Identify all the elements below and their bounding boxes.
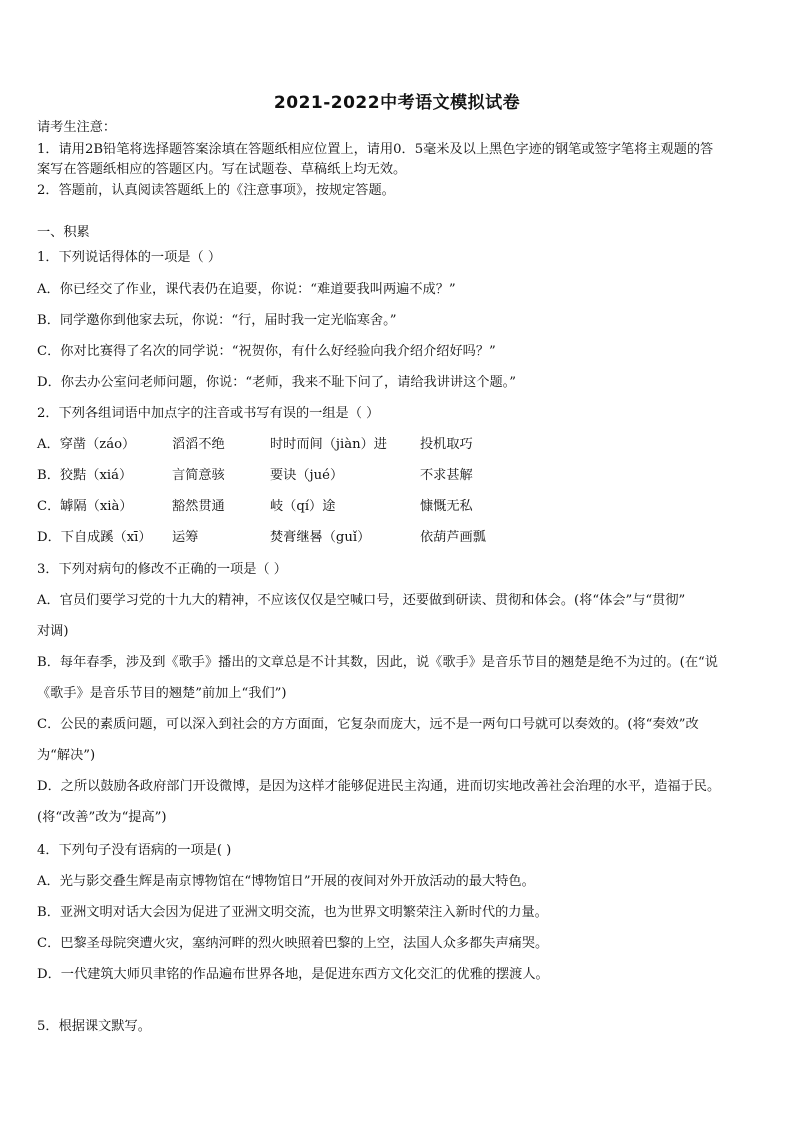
option-cell: D．下自成蹊（xī） — [37, 530, 152, 545]
option-cell: A．穿凿（záo） — [37, 437, 136, 452]
question-3-option-b-line-1: B．每年春季，涉及到《歌手》播出的文章总是不计其数，因此，说《歌手》是音乐节目的翘楚是绝不为过的。(在“说 — [37, 655, 718, 670]
question-5-stem: 5．根据课文默写。 — [37, 1019, 151, 1034]
question-4-option-c: C．巴黎圣母院突遭火灾，塞纳河畔的烈火映照着巴黎的上空，法国人众多都失声痛哭。 — [37, 936, 549, 951]
section-heading-accumulation: 一、积累 — [37, 225, 90, 240]
question-2-option-b — [37, 466, 757, 486]
question-3-option-d-line-1: D．之所以鼓励各政府部门开设微博，是因为这样才能够促进民主沟通，进而切实地改善社会治理的水平，造福于民。 — [37, 779, 721, 794]
option-cell: 时时而间（jiàn）进 — [270, 437, 387, 452]
option-cell: 慷慨无私 — [420, 499, 473, 514]
question-4-option-b: B．亚洲文明对话大会因为促进了亚洲文明交流，也为世界文明繁荣注入新时代的力量。 — [37, 905, 548, 920]
notice-item-1-line-2: 案写在答题纸相应的答题区内。写在试题卷、草稿纸上均无效。 — [37, 162, 407, 177]
question-3-option-d-line-2: (将“改善”改为“提高”) — [37, 810, 167, 825]
question-4-option-a: A．光与影交叠生辉是南京博物馆在“博物馆日”开展的夜间对外开放活动的最大特色。 — [37, 874, 535, 889]
question-3-stem: 3．下列对病句的修改不正确的一项是（ ） — [37, 562, 287, 577]
option-cell: B．狡黠（xiá） — [37, 468, 133, 483]
option-cell: 不求甚解 — [420, 468, 473, 483]
question-3-option-c-line-1: C．公民的素质问题，可以深入到社会的方方面面，它复杂而庞大，远不是一两句口号就可以奏效的。(将“奏效”改 — [37, 717, 699, 732]
question-2-option-d — [37, 528, 757, 548]
question-3-option-c-line-2: 为“解决”) — [37, 748, 96, 763]
option-cell: 运筹 — [172, 530, 199, 545]
question-1-option-d: D．你去办公室问老师问题，你说：“老师，我来不耻下问了，请给我讲讲这个题。” — [37, 375, 517, 390]
question-2-option-c — [37, 497, 757, 517]
question-1-option-b: B．同学邀你到他家去玩，你说：“行，届时我一定光临寒舍。” — [37, 313, 397, 328]
notice-heading: 请考生注意： — [37, 120, 117, 135]
question-1-option-a: A．你已经交了作业，课代表仍在追要，你说：“难道要我叫两遍不成？” — [37, 282, 456, 297]
option-cell: 滔滔不绝 — [172, 437, 225, 452]
option-cell: 豁然贯通 — [172, 499, 225, 514]
question-4-option-d: D．一代建筑大师贝聿铭的作品遍布世界各地，是促进东西方文化交汇的优雅的摆渡人。 — [37, 967, 549, 982]
question-3-option-b-line-2: 《歌手》是音乐节目的翘楚”前加上“我们”) — [37, 686, 287, 701]
option-cell: 要诀（jué） — [270, 468, 344, 483]
question-3-option-a-line-2: 对调) — [37, 624, 69, 639]
notice-item-2: 2．答题前，认真阅读答题纸上的《注意事项》，按规定答题。 — [37, 183, 395, 198]
option-cell: 言简意骇 — [172, 468, 225, 483]
option-cell: 投机取巧 — [420, 437, 473, 452]
exam-title: 2021-2022中考语文模拟试卷 — [273, 93, 521, 113]
question-1-option-c: C．你对比赛得了名次的同学说：“祝贺你，有什么好经验向我介绍介绍好吗？” — [37, 344, 496, 359]
question-3-option-a-line-1: A．官员们要学习党的十九大的精神，不应该仅仅是空喊口号，还要做到研读、贯彻和体会。(将“体会”与“贯彻” — [37, 593, 686, 608]
question-2-stem: 2．下列各组词语中加点字的注音或书写有误的一组是（ ） — [37, 406, 380, 421]
question-2-option-a — [37, 435, 757, 455]
option-cell: 岐（qí）途 — [270, 499, 336, 514]
question-4-stem: 4．下列句子没有语病的一项是( ) — [37, 843, 232, 858]
notice-item-1-line-1: 1．请用2B铅笔将选择题答案涂填在答题纸相应位置上，请用0．5毫米及以上黑色字迹的钢笔或签字笔将主观题的答 — [37, 142, 714, 157]
option-cell: 依葫芦画瓢 — [420, 530, 486, 545]
option-cell: C．罅隔（xià） — [37, 499, 133, 514]
option-cell: 焚膏继晷（guǐ） — [270, 530, 371, 545]
question-1-stem: 1．下列说话得体的一项是（ ） — [37, 250, 222, 265]
